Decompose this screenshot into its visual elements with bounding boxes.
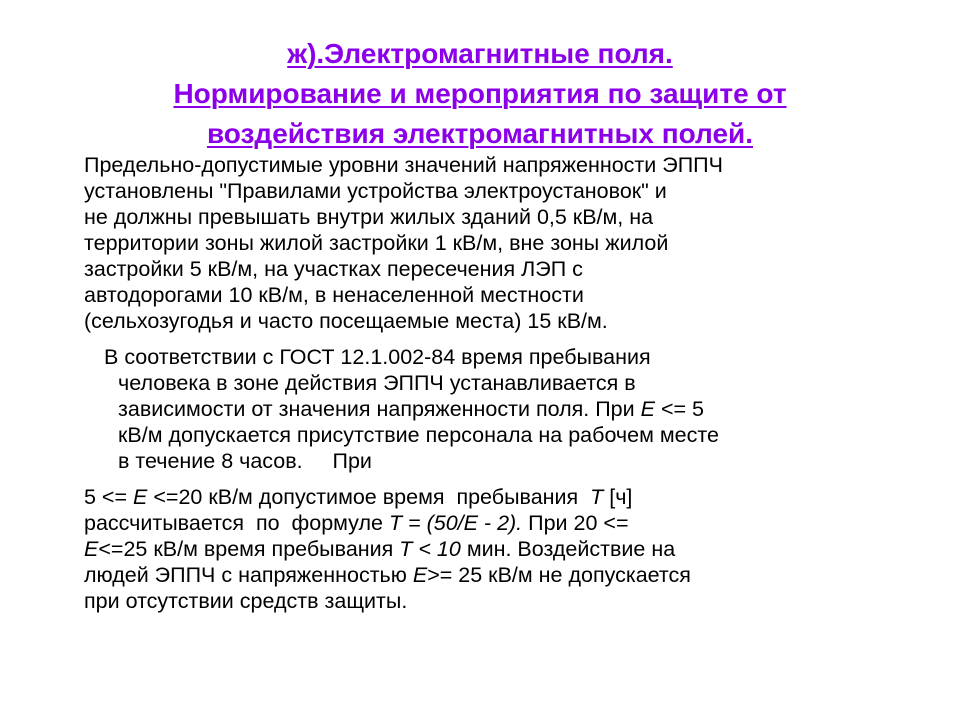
- paragraph-gost: [84, 344, 894, 474]
- paragraph-formula: [84, 484, 894, 614]
- paragraph-line: [84, 536, 894, 562]
- title-line-3: воздействия электромагнитных полей.: [206, 118, 754, 149]
- paragraph-limits: [84, 152, 894, 334]
- paragraph-line: человека в зоне действия ЭППЧ устанавливается в: [118, 371, 636, 395]
- title-line-1: ж).Электромагнитные поля.: [287, 38, 673, 69]
- variable-e: E: [133, 485, 148, 509]
- paragraph-line: [118, 396, 894, 422]
- title-line-2: Нормирование и мероприятия по защите от: [173, 78, 787, 109]
- paragraph-line: не должны превышать внутри жилых зданий 0,5 кВ/м, на: [84, 205, 654, 229]
- variable-t: T: [590, 485, 604, 509]
- variable-e: E: [84, 537, 99, 561]
- paragraph-line: В соответствии с ГОСТ 12.1.002-84 время пребывания: [104, 345, 651, 369]
- paragraph-line: Предельно-допустимые уровни значений напряженности ЭППЧ: [84, 153, 723, 177]
- variable-e: E: [640, 397, 655, 421]
- paragraph-line: [84, 510, 894, 536]
- slide-title: [60, 34, 900, 154]
- text-segment: <= 5: [654, 397, 704, 421]
- text-segment: зависимости от значения напряженности поля. При: [118, 397, 641, 421]
- paragraph-line: в течение 8 часов. При: [118, 449, 372, 473]
- variable-e: E: [412, 563, 428, 587]
- paragraph-line: застройки 5 кВ/м, на участках пересечения ЛЭП с: [84, 257, 583, 281]
- text-segment: рассчитывается по формуле: [84, 511, 389, 535]
- text-segment: мин. Воздействие на: [460, 537, 676, 561]
- text-segment: При 20 <=: [522, 511, 629, 535]
- paragraph-line: [84, 562, 894, 588]
- text-segment: [ч]: [603, 485, 633, 509]
- slide-body: [84, 152, 894, 614]
- paragraph-line: территории зоны жилой застройки 1 кВ/м, вне зоны жилой: [84, 231, 669, 255]
- formula: T < 10: [399, 537, 461, 561]
- formula: T = (50/E - 2).: [388, 511, 523, 535]
- text-segment: >= 25 кВ/м не допускается: [427, 563, 691, 587]
- paragraph-line: [84, 484, 894, 510]
- text-segment: людей ЭППЧ с напряженностью: [84, 563, 413, 587]
- paragraph-line: (сельхозугодья и часто посещаемые места) 15 кВ/м.: [84, 309, 608, 333]
- paragraph-line: при отсутствии средств защиты.: [84, 589, 408, 613]
- text-segment: <=25 кВ/м время пребывания: [98, 537, 400, 561]
- text-segment: 5 <=: [84, 485, 134, 509]
- paragraph-line: автодорогами 10 кВ/м, в ненаселенной местности: [84, 283, 584, 307]
- paragraph-line: установлены "Правилами устройства электроустановок" и: [84, 179, 667, 203]
- text-segment: <=20 кВ/м допустимое время пребывания: [147, 485, 591, 509]
- paragraph-line: кВ/м допускается присутствие персонала на рабочем месте: [118, 423, 719, 447]
